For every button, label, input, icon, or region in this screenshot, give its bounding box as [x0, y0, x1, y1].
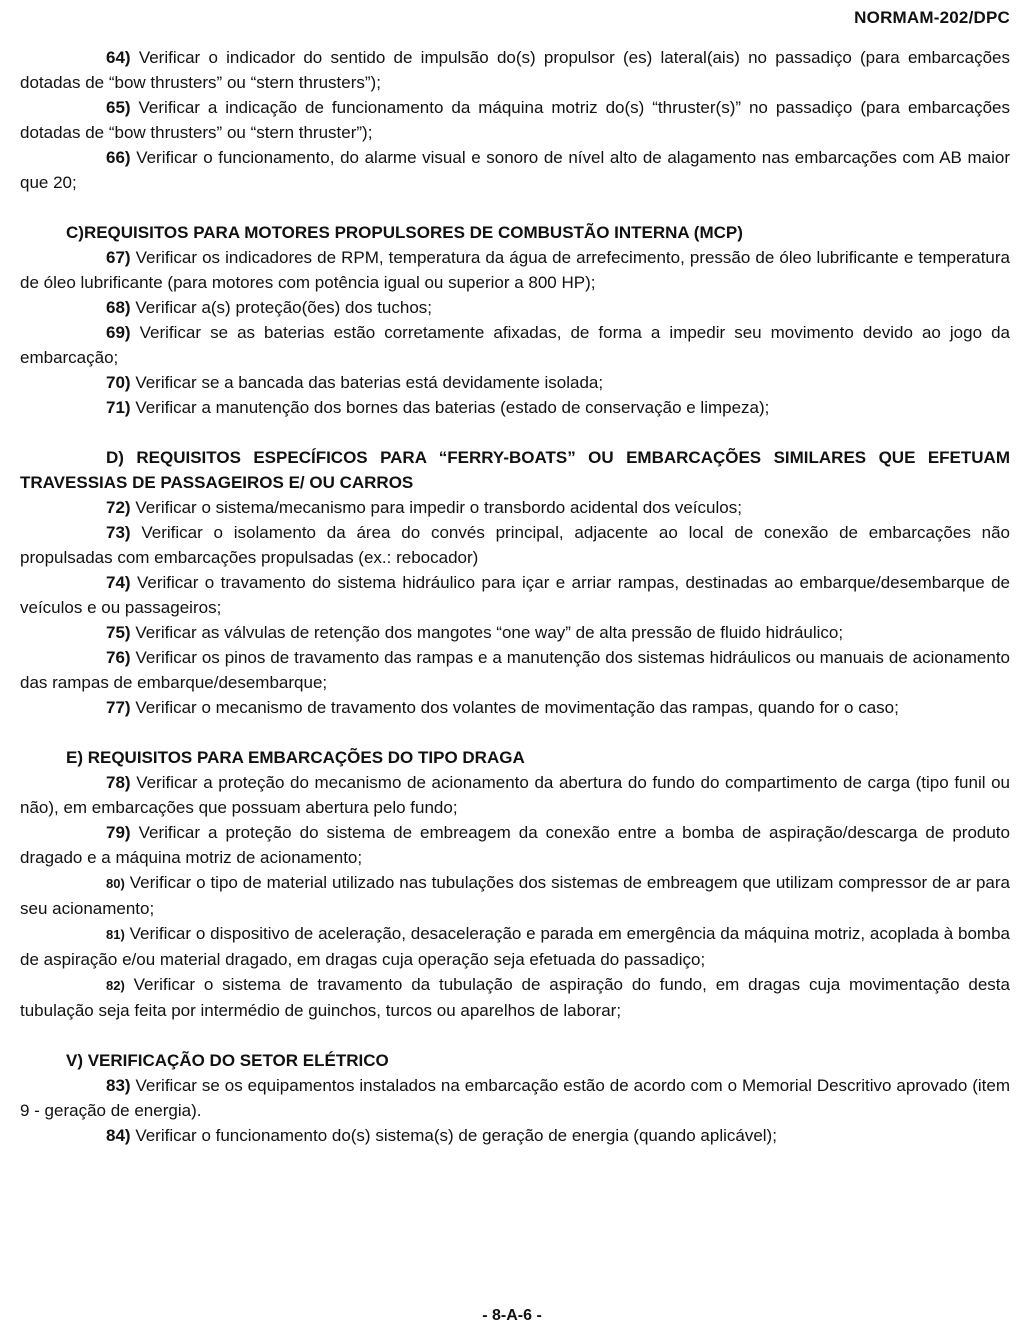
item-text: Verificar o funcionamento do(s) sistema(s) de geração de energia (quando aplicável);	[135, 1126, 777, 1145]
checklist-item	[20, 1123, 1010, 1148]
item-text: Verificar o sistema/mecanismo para impedir o transbordo acidental dos veículos;	[135, 498, 742, 517]
item-number: 79)	[106, 823, 131, 842]
item-text: Verificar as válvulas de retenção dos mangotes “one way” de alta pressão de fluido hidráulico;	[135, 623, 844, 642]
item-text: Verificar o isolamento da área do convés principal, adjacente ao local de conexão de embarcações não propulsadas com embarcações propulsadas (ex.: rebocador)	[20, 523, 1010, 567]
checklist-item	[20, 770, 1010, 820]
checklist-item	[20, 145, 1010, 195]
checklist-item	[20, 1073, 1010, 1123]
item-number: 83)	[106, 1076, 131, 1095]
item-number: 74)	[106, 573, 131, 592]
item-number: 69)	[106, 323, 131, 342]
item-number: 68)	[106, 298, 131, 317]
checklist-item	[20, 570, 1010, 620]
checklist-item	[20, 245, 1010, 295]
item-number: 84)	[106, 1126, 131, 1145]
item-number: 77)	[106, 698, 131, 717]
section-spacer	[20, 1023, 1010, 1048]
item-text: Verificar o dispositivo de aceleração, desaceleração e parada em emergência da máquina motriz, acoplada à bomba de aspiração e/ou material dragado, em dragas cuja operação seja efetuada do passadiço;	[20, 924, 1010, 969]
item-text: Verificar o travamento do sistema hidráulico para içar e arriar rampas, destinadas ao embarque/desembarque de veículos e ou passageiros;	[20, 573, 1010, 617]
item-number: 80)	[106, 876, 125, 891]
item-text: Verificar o tipo de material utilizado nas tubulações dos sistemas de embreagem que utilizam compressor de ar para seu acionamento;	[20, 873, 1010, 918]
section-heading: V) VERIFICAÇÃO DO SETOR ELÉTRICO	[66, 1051, 389, 1070]
item-text: Verificar a proteção do mecanismo de acionamento da abertura do fundo do compartimento de carga (tipo funil ou não), em embarcações que possuam abertura pelo fundo;	[20, 773, 1011, 817]
item-number: 81)	[106, 927, 125, 942]
item-number: 78)	[106, 773, 131, 792]
checklist-item	[20, 45, 1010, 95]
item-text: Verificar a(s) proteção(ões) dos tuchos;	[135, 298, 432, 317]
item-number: 75)	[106, 623, 131, 642]
item-text: Verificar o funcionamento, do alarme visual e sonoro de nível alto de alagamento nas embarcações com AB maior que 20;	[20, 148, 1010, 192]
item-text: Verificar a proteção do sistema de embreagem da conexão entre a bomba de aspiração/descarga de produto dragado e a máquina motriz de acionamento;	[20, 823, 1010, 867]
checklist-item	[20, 95, 1010, 145]
document-id: NORMAM-202/DPC	[854, 8, 1010, 27]
item-number: 65)	[106, 98, 131, 117]
item-number: 67)	[106, 248, 131, 267]
checklist-item	[20, 295, 1010, 320]
checklist-item	[20, 320, 1010, 370]
item-number: 71)	[106, 398, 131, 417]
section-heading: D) REQUISITOS ESPECÍFICOS PARA “FERRY-BOATS” OU EMBARCAÇÕES SIMILARES QUE EFETUAM TRAVESSIAS DE PASSAGEIROS E/ OU CARROS	[20, 448, 1010, 492]
item-text: Verificar o indicador do sentido de impulsão do(s) propulsor (es) lateral(ais) no passadiço (para embarcações dotadas de “bow thrusters” ou “stern thrusters”);	[20, 48, 1010, 92]
item-text: Verificar se a bancada das baterias está devidamente isolada;	[135, 373, 604, 392]
checklist-item	[20, 921, 1010, 972]
checklist-item	[20, 520, 1010, 570]
item-text: Verificar os pinos de travamento das rampas e a manutenção dos sistemas hidráulicos ou manuais de acionamento das rampas de embarque/desembarque;	[20, 648, 1010, 692]
checklist-item	[20, 695, 1010, 720]
section-heading: C)REQUISITOS PARA MOTORES PROPULSORES DE COMBUSTÃO INTERNA (MCP)	[66, 223, 743, 242]
item-number: 73)	[106, 523, 131, 542]
section-spacer	[20, 720, 1010, 745]
checklist-item	[20, 395, 1010, 420]
item-number: 72)	[106, 498, 131, 517]
item-number: 70)	[106, 373, 131, 392]
checklist-item	[20, 870, 1010, 921]
checklist-item	[20, 495, 1010, 520]
item-number: 66)	[106, 148, 131, 167]
item-text: Verificar se as baterias estão corretamente afixadas, de forma a impedir seu movimento devido ao jogo da embarcação;	[20, 323, 1010, 367]
checklist-item	[20, 820, 1010, 870]
checklist-item	[20, 972, 1010, 1023]
item-text: Verificar o sistema de travamento da tubulação de aspiração do fundo, em dragas cuja movimentação desta tubulação seja feita por intermédio de guinchos, turcos ou aparelhos de laborar;	[20, 975, 1010, 1020]
item-text: Verificar o mecanismo de travamento dos volantes de movimentação das rampas, quando for o caso;	[135, 698, 899, 717]
section-heading: E) REQUISITOS PARA EMBARCAÇÕES DO TIPO DRAGA	[66, 748, 525, 767]
section-spacer	[20, 420, 1010, 445]
item-text: Verificar a manutenção dos bornes das baterias (estado de conservação e limpeza);	[135, 398, 770, 417]
checklist-item	[20, 620, 1010, 645]
checklist-item	[20, 645, 1010, 695]
item-text: Verificar os indicadores de RPM, temperatura da água de arrefecimento, pressão de óleo lubrificante e temperatura de óleo lubrificante (para motores com potência igual ou superior a 800 HP);	[20, 248, 1010, 292]
item-number: 76)	[106, 648, 131, 667]
item-number: 64)	[106, 48, 131, 67]
document-body	[20, 45, 1010, 1148]
item-number: 82)	[106, 978, 125, 993]
item-text: Verificar se os equipamentos instalados na embarcação estão de acordo com o Memorial Descritivo aprovado (item 9 - geração de energia).	[20, 1076, 1010, 1120]
checklist-item	[20, 370, 1010, 395]
page-number: - 8-A-6 -	[482, 1307, 542, 1324]
section-spacer	[20, 195, 1010, 220]
item-text: Verificar a indicação de funcionamento da máquina motriz do(s) “thruster(s)” no passadiço (para embarcações dotadas de “bow thrusters” ou “stern thruster”);	[20, 98, 1010, 142]
